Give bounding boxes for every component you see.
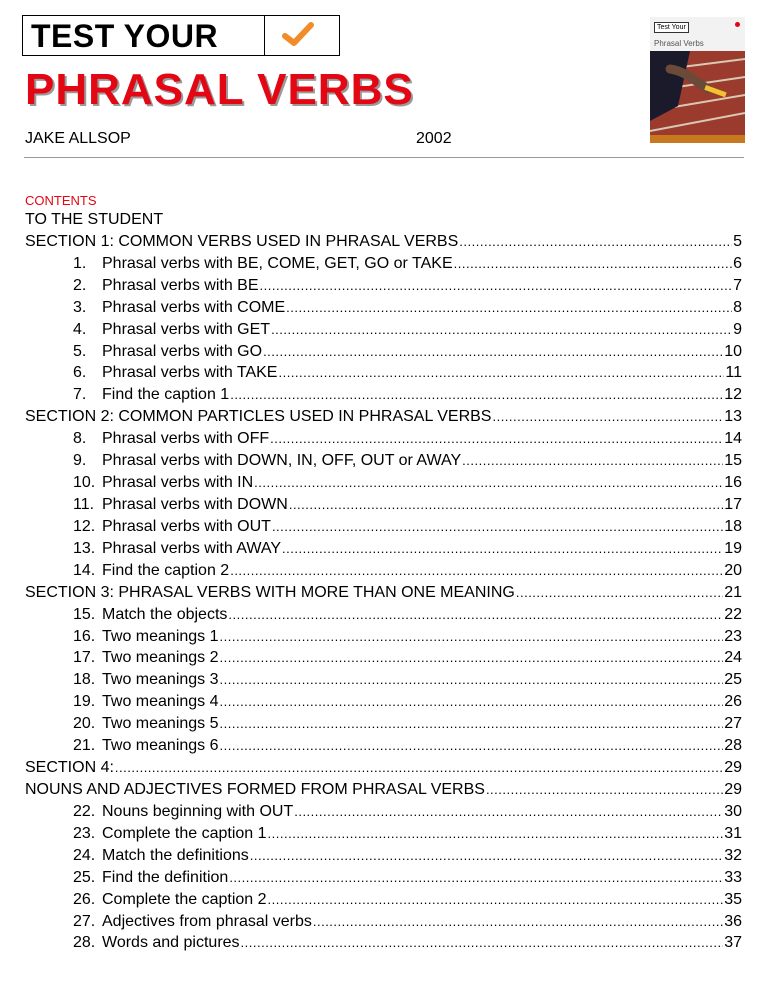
toc-entry-title: Two meanings 1 — [102, 627, 219, 645]
toc-dot-leader — [313, 911, 723, 933]
toc-entry-title: Two meanings 6 — [102, 737, 219, 755]
toc-entry-title: SECTION 3: PHRASAL VERBS WITH MORE THAN ONE MEANING — [25, 583, 515, 601]
toc-entry-title: Match the definitions — [102, 846, 249, 864]
toc-page-number: 23 — [724, 627, 742, 645]
toc-entry-title: Find the definition — [102, 868, 229, 886]
checkmark-icon — [281, 20, 315, 53]
toc-page-number: 26 — [724, 693, 742, 711]
toc-dot-leader — [263, 341, 723, 363]
toc-entry[interactable] — [25, 341, 742, 363]
toc-dot-leader — [220, 669, 724, 691]
toc-entry-number: 28. — [73, 934, 96, 952]
toc-dot-leader — [220, 647, 724, 669]
title-box-divider — [264, 16, 265, 55]
title-line1: TEST YOUR — [31, 18, 219, 54]
relay-runner-photo — [650, 51, 745, 143]
toc-entry-title: Complete the caption 1 — [102, 824, 267, 842]
toc-page-number: 29 — [724, 759, 742, 777]
toc-entry[interactable] — [25, 932, 742, 954]
toc-entry[interactable] — [25, 494, 742, 516]
toc-entry[interactable] — [25, 516, 742, 538]
toc-page-number: 12 — [724, 386, 742, 404]
toc-page-number: 24 — [724, 649, 742, 667]
toc-entry-title: Phrasal verbs with OUT — [102, 517, 271, 535]
toc-section-entry[interactable] — [25, 779, 742, 801]
toc-entry-number: 4. — [73, 320, 87, 338]
toc-entry[interactable] — [25, 450, 742, 472]
toc-entry-title: Two meanings 2 — [102, 649, 219, 667]
toc-entry-title: Phrasal verbs with BE, COME, GET, GO or TAKE — [102, 254, 453, 272]
toc-dot-leader — [220, 735, 724, 757]
toc-dot-leader — [260, 275, 733, 297]
toc-entry[interactable] — [25, 867, 742, 889]
toc-dot-leader — [492, 406, 723, 428]
toc-dot-leader — [230, 384, 723, 406]
toc-entry-title: Two meanings 5 — [102, 715, 219, 733]
toc-entry[interactable] — [25, 801, 742, 823]
toc-entry-number: 8. — [73, 430, 87, 448]
toc-entry[interactable] — [25, 319, 742, 341]
toc-entry-number: 23. — [73, 824, 96, 842]
toc-page-number: 13 — [724, 408, 742, 426]
author-name: JAKE ALLSOP — [25, 130, 131, 147]
toc-entry-title: Complete the caption 2 — [102, 890, 267, 908]
toc-dot-leader — [289, 494, 723, 516]
toc-entry-title: Phrasal verbs with GET — [102, 320, 271, 338]
toc-entry-number: 5. — [73, 342, 87, 360]
toc-entry[interactable] — [25, 428, 742, 450]
toc-page-number: 17 — [724, 495, 742, 513]
toc-entry-number: 27. — [73, 912, 96, 930]
toc-entry-number: 15. — [73, 605, 96, 623]
toc-page-number: 30 — [724, 802, 742, 820]
toc-section-entry[interactable] — [25, 406, 742, 428]
toc-dot-leader — [459, 231, 732, 253]
cover-dot-icon — [735, 22, 740, 27]
toc-dot-leader — [286, 297, 732, 319]
toc-entry-number: 13. — [73, 539, 96, 557]
toc-dot-leader — [271, 319, 732, 341]
toc-dot-leader — [220, 713, 724, 735]
table-of-contents — [25, 209, 742, 954]
toc-entry-title: Phrasal verbs with AWAY — [102, 539, 282, 557]
toc-entry[interactable] — [25, 845, 742, 867]
toc-dot-leader — [115, 757, 723, 779]
toc-page-number: 29 — [724, 780, 742, 798]
toc-entry-title: Match the objects — [102, 605, 228, 623]
toc-entry[interactable] — [25, 691, 742, 713]
toc-page-number: 36 — [724, 912, 742, 930]
toc-page-number: 6 — [733, 254, 742, 272]
toc-page-number: 15 — [724, 452, 742, 470]
toc-dot-leader — [486, 779, 723, 801]
toc-entry-title: Nouns beginning with OUT — [102, 802, 294, 820]
toc-section-entry[interactable] — [25, 757, 742, 779]
book-cover-image — [650, 17, 745, 143]
toc-dot-leader — [268, 823, 724, 845]
toc-page-number: 14 — [724, 430, 742, 448]
toc-page-number: 11 — [725, 364, 742, 382]
toc-dot-leader — [230, 560, 723, 582]
toc-page-number: 21 — [724, 583, 742, 601]
toc-entry-number: 2. — [73, 276, 87, 294]
toc-entry[interactable] — [25, 626, 742, 648]
toc-entry[interactable] — [25, 472, 742, 494]
toc-entry-title: Phrasal verbs with DOWN — [102, 495, 288, 513]
toc-entry-title: Adjectives from phrasal verbs — [102, 912, 312, 930]
toc-entry[interactable] — [25, 823, 742, 845]
toc-page-number: 5 — [733, 232, 742, 250]
toc-entry[interactable] — [25, 297, 742, 319]
toc-entry-title: Phrasal verbs with DOWN, IN, OFF, OUT or AWAY — [102, 452, 462, 470]
toc-entry-title: Find the caption 1 — [102, 386, 230, 404]
toc-entry-number: 18. — [73, 671, 96, 689]
toc-page-number: 8 — [733, 298, 742, 316]
toc-entry-number: 11. — [73, 495, 95, 513]
toc-entry-number: 19. — [73, 693, 96, 711]
header-rule — [24, 157, 744, 158]
toc-entry-title: Two meanings 4 — [102, 693, 219, 711]
toc-entry-title: Two meanings 3 — [102, 671, 219, 689]
toc-entry[interactable] — [25, 253, 742, 275]
toc-entry[interactable] — [25, 560, 742, 582]
toc-dot-leader — [250, 845, 723, 867]
toc-dot-leader — [278, 362, 724, 384]
toc-entry-number: 14. — [73, 561, 96, 579]
toc-page-number: 25 — [724, 671, 742, 689]
toc-dot-leader — [454, 253, 732, 275]
toc-entry-title: Phrasal verbs with IN — [102, 474, 254, 492]
toc-entry-title: Words and pictures — [102, 934, 240, 952]
toc-page-number: 7 — [733, 276, 742, 294]
toc-entry[interactable] — [25, 647, 742, 669]
toc-entry-title: Find the caption 2 — [102, 561, 230, 579]
toc-dot-leader — [220, 691, 724, 713]
toc-page-number: 10 — [724, 342, 742, 360]
toc-entry-number: 1. — [73, 254, 87, 272]
toc-entry-number: 10. — [73, 474, 96, 492]
toc-dot-leader — [516, 582, 723, 604]
toc-entry[interactable] — [25, 538, 742, 560]
toc-page-number: 35 — [724, 890, 742, 908]
toc-page-number: 22 — [724, 605, 742, 623]
cover-series-tag: Test Your — [654, 22, 689, 33]
toc-entry-title: Phrasal verbs with OFF — [102, 430, 270, 448]
toc-entry[interactable] — [25, 384, 742, 406]
toc-page-number: 32 — [724, 846, 742, 864]
toc-entry-number: 26. — [73, 890, 96, 908]
toc-entry-title: SECTION 1: COMMON VERBS USED IN PHRASAL VERBS — [25, 232, 459, 250]
toc-entry-title: SECTION 2: COMMON PARTICLES USED IN PHRASAL VERBS — [25, 408, 492, 426]
toc-entry[interactable] — [25, 735, 742, 757]
toc-dot-leader — [229, 867, 723, 889]
toc-entry-title: NOUNS AND ADJECTIVES FORMED FROM PHRASAL VERBS — [25, 780, 485, 798]
toc-page-number: 27 — [724, 715, 742, 733]
contents-label: CONTENTS — [25, 193, 97, 208]
toc-dot-leader — [268, 889, 724, 911]
toc-entry-number: 17. — [73, 649, 96, 667]
toc-page-number: 33 — [724, 868, 742, 886]
toc-intro-text: TO THE STUDENT — [25, 211, 164, 228]
toc-entry[interactable] — [25, 362, 742, 384]
toc-entry-number: 3. — [73, 298, 87, 316]
toc-entry[interactable] — [25, 275, 742, 297]
toc-page-number: 37 — [724, 934, 742, 952]
toc-page-number: 31 — [724, 824, 742, 842]
toc-entry-number: 7. — [73, 386, 87, 404]
toc-entry[interactable] — [25, 604, 742, 626]
toc-entry-title: Phrasal verbs with TAKE — [102, 364, 278, 382]
toc-entry-title: Phrasal verbs with GO — [102, 342, 263, 360]
title-box — [22, 15, 340, 56]
toc-dot-leader — [241, 932, 724, 954]
toc-entry[interactable] — [25, 669, 742, 691]
toc-entry-title: SECTION 4: — [25, 759, 114, 777]
toc-entry[interactable] — [25, 911, 742, 933]
toc-entry-number: 24. — [73, 846, 96, 864]
toc-entry-title: Phrasal verbs with COME — [102, 298, 286, 316]
toc-entry-number: 22. — [73, 802, 96, 820]
toc-page-number: 16 — [724, 474, 742, 492]
toc-page-number: 18 — [724, 517, 742, 535]
toc-dot-leader — [272, 516, 723, 538]
toc-section-entry[interactable] — [25, 231, 742, 253]
toc-entry-number: 25. — [73, 868, 96, 886]
toc-entry[interactable] — [25, 713, 742, 735]
toc-entry-number: 6. — [73, 364, 87, 382]
toc-entry[interactable] — [25, 889, 742, 911]
toc-dot-leader — [462, 450, 723, 472]
toc-page-number: 19 — [724, 539, 742, 557]
toc-section-entry[interactable] — [25, 582, 742, 604]
toc-dot-leader — [254, 472, 723, 494]
toc-entry-title: Phrasal verbs with BE — [102, 276, 259, 294]
toc-page-number: 9 — [733, 320, 742, 338]
book-title: PHRASAL VERBS — [25, 65, 414, 114]
toc-entry-number: 9. — [73, 452, 87, 470]
toc-entry-number: 16. — [73, 627, 96, 645]
cover-title: Phrasal Verbs — [654, 39, 704, 48]
toc-dot-leader — [282, 538, 723, 560]
toc-page-number: 28 — [724, 737, 742, 755]
toc-dot-leader — [220, 626, 724, 648]
publication-year: 2002 — [416, 130, 452, 147]
toc-dot-leader — [228, 604, 723, 626]
toc-intro[interactable] — [25, 209, 742, 231]
toc-entry-number: 12. — [73, 517, 96, 535]
toc-entry-number: 20. — [73, 715, 96, 733]
toc-dot-leader — [294, 801, 723, 823]
toc-dot-leader — [270, 428, 723, 450]
toc-page-number: 20 — [724, 561, 742, 579]
toc-entry-number: 21. — [73, 737, 96, 755]
